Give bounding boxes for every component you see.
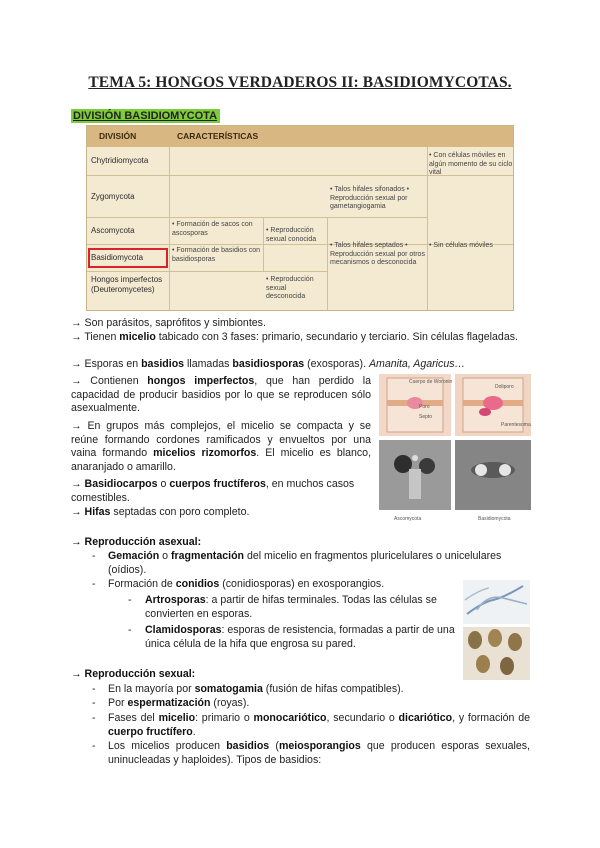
cell-basidio: • Formación de basidios con basidiosporas	[172, 247, 261, 263]
bullet-dash: -	[92, 550, 96, 562]
label-woronin: Cuerpo de Woronin	[409, 379, 453, 385]
label-poro: Poro	[419, 404, 430, 410]
asexual-item-gemacion: Gemación o fragmentación del micelio en fragmentos pluricelulares o unicelulares (oídios).	[108, 550, 502, 576]
spores-figure	[463, 580, 530, 680]
asexual-sub-clamidosporas: Clamidosporas: esporas de resistencia, formadas a partir de una única célula de la hifa que engrosa su pared.	[145, 624, 455, 650]
row-basidiomycota: Basidiomycota	[91, 253, 144, 262]
sexual-item-fases: Fases del micelio: primario o monocariótico, secundario o dicariótico, y formación de cuerpo fructífero.	[108, 712, 531, 738]
bullet-dash: -	[92, 578, 96, 590]
caption-ascomycota: Ascomycota	[394, 516, 422, 522]
sexual-item-espermatizacion: Por espermatización (royas).	[108, 697, 250, 709]
para-rizomorfos: → En grupos más complejos, el micelio se compacta y se reúne formando cordones ramificados y envueltos por una vaina formando micelios rizomorfos. El micelio es blanco, anaranjado o amarillo.	[71, 420, 372, 473]
highlight-box	[88, 248, 168, 268]
cell-asco: • Formación de sacos con ascosporas	[172, 221, 253, 237]
septal-pore-figure	[379, 374, 531, 514]
bullet-dash: -	[128, 594, 132, 606]
row-deuteromycetes: Hongos imperfectos (Deuteromycetes)	[91, 275, 163, 294]
para-micelio: → Tienen micelio tabicado con 3 fases: primario, secundario y terciario. Sin células flageladas.	[71, 331, 518, 343]
bullet-dash: -	[128, 624, 132, 636]
row-ascomycota: Ascomycota	[91, 226, 135, 235]
cell-repro-desconocida: • Reproducción sexual desconocida	[266, 276, 314, 300]
cell-sin-moviles: • Sin células móviles	[429, 242, 493, 249]
caption-basidiomycota: Basidiomycota	[478, 516, 511, 522]
sexual-heading: → Reproducción sexual:	[71, 668, 196, 680]
label-septo: Septo	[419, 414, 433, 420]
bullet-dash: -	[92, 697, 96, 709]
header-caracteristicas: CARACTERÍSTICAS	[177, 131, 259, 141]
section-label: DIVISIÓN BASIDIOMYCOTA	[71, 109, 220, 123]
asexual-heading: → Reproducción asexual:	[71, 536, 202, 548]
cell-zygo: • Talos hifales sifonados • Reproducción sexual por gametangiogamia	[330, 186, 410, 210]
row-chytridiomycota: Chytridiomycota	[91, 156, 149, 165]
label-doliporo: Doliporo	[495, 384, 514, 390]
bullet-dash: -	[92, 740, 96, 752]
page-title: TEMA 5: HONGOS VERDADEROS II: BASIDIOMYCOTAS.	[88, 74, 512, 91]
para-basidiocarpos: → Basidiocarpos o cuerpos fructíferos, en muchos casos comestibles.	[71, 478, 355, 504]
sexual-item-somatogamia: En la mayoría por somatogamia (fusión de hifas compatibles).	[108, 683, 404, 695]
asexual-sub-artrosporas: Artrosporas: a partir de hifas terminales. Todas las células se convierten en esporas.	[145, 594, 437, 620]
asexual-item-conidios: Formación de conidios (conidiosporas) en exosporangios.	[108, 578, 385, 590]
division-table	[86, 125, 514, 311]
cell-repro-conocida: • Reproducción sexual conocida	[266, 227, 317, 243]
para-imperfectos: → Contienen hongos imperfectos, que han perdido la capacidad de producir basidios por lo que se reproducen sólo asexualmente.	[71, 375, 371, 414]
row-zygomycota: Zygomycota	[91, 192, 135, 201]
sexual-item-basidios: Los micelios producen basidios (meiosporangios que producen esporas sexuales, uninucleadas y haploides). Tipos de basidios:	[108, 740, 530, 766]
header-division: DIVISIÓN	[99, 131, 137, 141]
label-parentesoma: Parentesoma	[501, 422, 531, 428]
cell-septados: • Talos hifales septados • Reproducción sexual por otros mecanismos o desconocida	[330, 242, 425, 266]
para-parasitos: → Son parásitos, saprófitos y simbiontes.	[71, 317, 266, 329]
para-hifas: → Hifas septadas con poro completo.	[71, 506, 250, 518]
para-esporas: → Esporas en basidios llamadas basidiosporas (exosporas). Amanita, Agaricus…	[71, 358, 466, 370]
table-header	[87, 126, 513, 147]
bullet-dash: -	[92, 683, 96, 695]
cell-chytrid: • Con células móviles en algún momento de su ciclo vital	[429, 152, 513, 176]
bullet-dash: -	[92, 712, 96, 724]
